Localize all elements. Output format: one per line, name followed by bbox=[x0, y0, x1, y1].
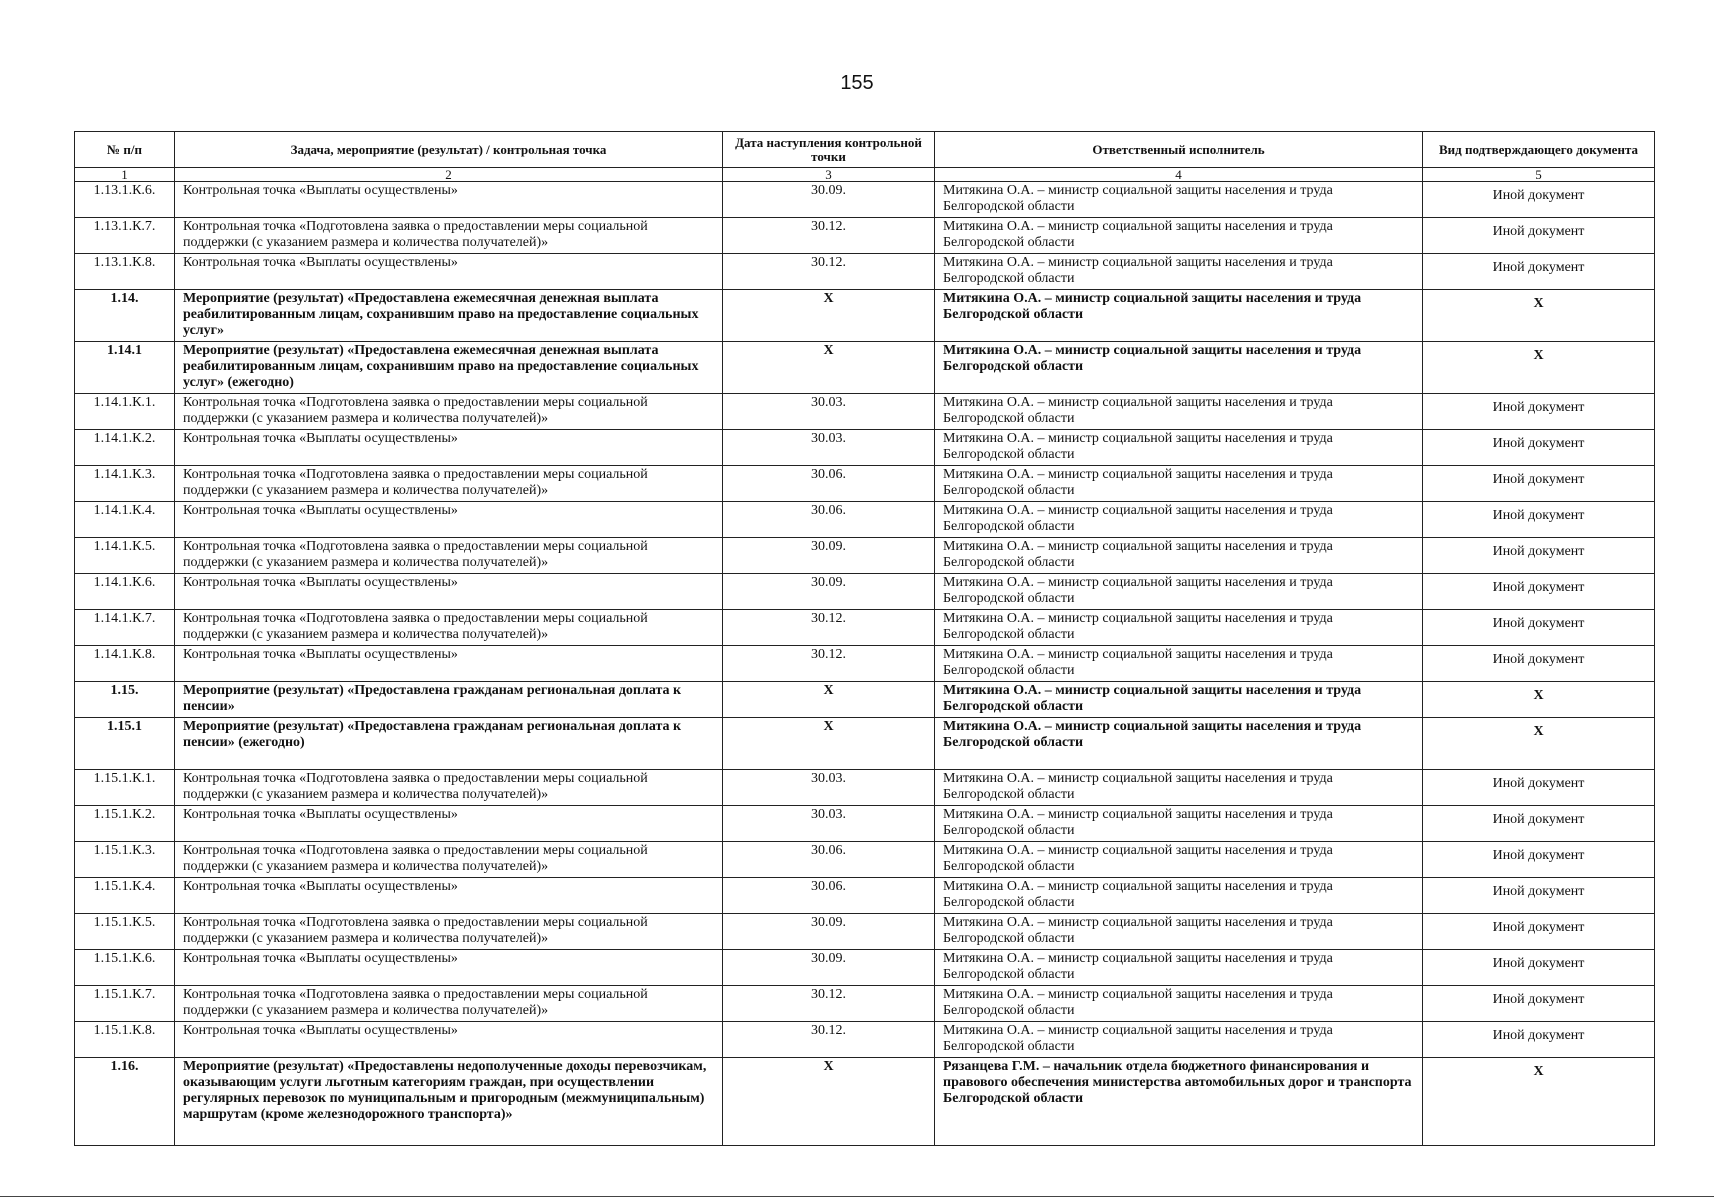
row-task: Контрольная точка «Выплаты осуществлены» bbox=[175, 646, 723, 682]
row-task: Мероприятие (результат) «Предоставлена ежемесячная денежная выплата реабилитированным лицам, сохранившим право на предоставление социальных услуг» (ежегодно) bbox=[175, 342, 723, 394]
row-task: Мероприятие (результат) «Предоставлена ежемесячная денежная выплата реабилитированным лицам, сохранившим право на предоставление социальных услуг» bbox=[175, 290, 723, 342]
row-document-type: Иной документ bbox=[1423, 770, 1655, 806]
column-number: 2 bbox=[175, 168, 723, 182]
row-task: Контрольная точка «Подготовлена заявка о предоставлении меры социальной поддержки (с указанием размера и количества получателей)» bbox=[175, 770, 723, 806]
table-header-row bbox=[75, 132, 1655, 168]
row-executor: Митякина О.А. – министр социальной защиты населения и труда Белгородской области bbox=[935, 950, 1423, 986]
row-number: 1.14.1.К.3. bbox=[75, 466, 175, 502]
row-document-type: X bbox=[1423, 342, 1655, 394]
row-document-type: Иной документ bbox=[1423, 538, 1655, 574]
row-task: Контрольная точка «Подготовлена заявка о предоставлении меры социальной поддержки (с указанием размера и количества получателей)» bbox=[175, 538, 723, 574]
table-row bbox=[75, 610, 1655, 646]
row-executor: Митякина О.А. – министр социальной защиты населения и труда Белгородской области bbox=[935, 394, 1423, 430]
row-document-type: X bbox=[1423, 290, 1655, 342]
row-document-type: Иной документ bbox=[1423, 986, 1655, 1022]
row-date: 30.09. bbox=[723, 950, 935, 986]
row-document-type: Иной документ bbox=[1423, 914, 1655, 950]
row-date: 30.09. bbox=[723, 574, 935, 610]
row-task: Контрольная точка «Выплаты осуществлены» bbox=[175, 1022, 723, 1058]
table-row bbox=[75, 986, 1655, 1022]
table-row bbox=[75, 770, 1655, 806]
row-executor: Митякина О.А. – министр социальной защиты населения и труда Белгородской области bbox=[935, 466, 1423, 502]
row-executor: Митякина О.А. – министр социальной защиты населения и труда Белгородской области bbox=[935, 182, 1423, 218]
row-task: Контрольная точка «Подготовлена заявка о предоставлении меры социальной поддержки (с указанием размера и количества получателей)» bbox=[175, 610, 723, 646]
row-document-type: Иной документ bbox=[1423, 182, 1655, 218]
row-date: X bbox=[723, 1058, 935, 1146]
row-executor: Митякина О.А. – министр социальной защиты населения и труда Белгородской области bbox=[935, 770, 1423, 806]
header-executor: Ответственный исполнитель bbox=[935, 132, 1423, 168]
row-document-type: Иной документ bbox=[1423, 878, 1655, 914]
row-task: Контрольная точка «Выплаты осуществлены» bbox=[175, 430, 723, 466]
row-document-type: Иной документ bbox=[1423, 430, 1655, 466]
row-number: 1.15.1.К.6. bbox=[75, 950, 175, 986]
column-number-row bbox=[75, 168, 1655, 182]
row-task: Контрольная точка «Выплаты осуществлены» bbox=[175, 254, 723, 290]
row-task: Контрольная точка «Выплаты осуществлены» bbox=[175, 950, 723, 986]
table-row bbox=[75, 878, 1655, 914]
row-executor: Митякина О.А. – министр социальной защиты населения и труда Белгородской области bbox=[935, 842, 1423, 878]
row-number: 1.14.1.К.6. bbox=[75, 574, 175, 610]
row-document-type: X bbox=[1423, 682, 1655, 718]
row-number: 1.15.1.К.2. bbox=[75, 806, 175, 842]
row-document-type: Иной документ bbox=[1423, 218, 1655, 254]
row-document-type: Иной документ bbox=[1423, 466, 1655, 502]
row-number: 1.15.1.К.5. bbox=[75, 914, 175, 950]
row-executor: Митякина О.А. – министр социальной защиты населения и труда Белгородской области bbox=[935, 430, 1423, 466]
table-row bbox=[75, 466, 1655, 502]
row-number: 1.15.1.К.7. bbox=[75, 986, 175, 1022]
row-date: 30.12. bbox=[723, 610, 935, 646]
row-date: 30.03. bbox=[723, 770, 935, 806]
row-date: 30.03. bbox=[723, 806, 935, 842]
row-task: Контрольная точка «Выплаты осуществлены» bbox=[175, 182, 723, 218]
row-number: 1.14.1.К.8. bbox=[75, 646, 175, 682]
table-row bbox=[75, 290, 1655, 342]
table-row bbox=[75, 342, 1655, 394]
row-executor: Митякина О.А. – министр социальной защиты населения и труда Белгородской области bbox=[935, 682, 1423, 718]
row-number: 1.14.1.К.2. bbox=[75, 430, 175, 466]
row-document-type: Иной документ bbox=[1423, 394, 1655, 430]
row-task: Контрольная точка «Подготовлена заявка о предоставлении меры социальной поддержки (с указанием размера и количества получателей)» bbox=[175, 466, 723, 502]
header-doc: Вид подтверждающего документа bbox=[1423, 132, 1655, 168]
table-row bbox=[75, 394, 1655, 430]
row-number: 1.13.1.К.8. bbox=[75, 254, 175, 290]
row-executor: Митякина О.А. – министр социальной защиты населения и труда Белгородской области bbox=[935, 254, 1423, 290]
row-date: 30.06. bbox=[723, 842, 935, 878]
row-number: 1.14.1.К.1. bbox=[75, 394, 175, 430]
control-points-table bbox=[74, 131, 1655, 1146]
row-task: Контрольная точка «Подготовлена заявка о предоставлении меры социальной поддержки (с указанием размера и количества получателей)» bbox=[175, 986, 723, 1022]
row-task: Контрольная точка «Подготовлена заявка о предоставлении меры социальной поддержки (с указанием размера и количества получателей)» bbox=[175, 218, 723, 254]
row-number: 1.15.1.К.8. bbox=[75, 1022, 175, 1058]
row-number: 1.15.1.К.4. bbox=[75, 878, 175, 914]
row-executor: Митякина О.А. – министр социальной защиты населения и труда Белгородской области bbox=[935, 610, 1423, 646]
row-task: Контрольная точка «Выплаты осуществлены» bbox=[175, 878, 723, 914]
table-row bbox=[75, 950, 1655, 986]
row-number: 1.13.1.К.7. bbox=[75, 218, 175, 254]
row-executor: Митякина О.А. – министр социальной защиты населения и труда Белгородской области bbox=[935, 538, 1423, 574]
row-number: 1.14.1.К.7. bbox=[75, 610, 175, 646]
row-executor: Рязанцева Г.М. – начальник отдела бюджетного финансирования и правового обеспечения министерства автомобильных дорог и транспорта Белгородской области bbox=[935, 1058, 1423, 1146]
row-task: Контрольная точка «Выплаты осуществлены» bbox=[175, 502, 723, 538]
row-executor: Митякина О.А. – министр социальной защиты населения и труда Белгородской области bbox=[935, 574, 1423, 610]
row-document-type: Иной документ bbox=[1423, 610, 1655, 646]
table-row bbox=[75, 842, 1655, 878]
row-number: 1.14. bbox=[75, 290, 175, 342]
row-date: 30.12. bbox=[723, 254, 935, 290]
table-row bbox=[75, 1058, 1655, 1146]
row-date: 30.12. bbox=[723, 986, 935, 1022]
row-executor: Митякина О.А. – министр социальной защиты населения и труда Белгородской области bbox=[935, 878, 1423, 914]
row-date: 30.09. bbox=[723, 182, 935, 218]
row-document-type: X bbox=[1423, 718, 1655, 770]
row-date: 30.03. bbox=[723, 394, 935, 430]
row-date: 30.06. bbox=[723, 466, 935, 502]
row-executor: Митякина О.А. – министр социальной защиты населения и труда Белгородской области bbox=[935, 342, 1423, 394]
row-executor: Митякина О.А. – министр социальной защиты населения и труда Белгородской области bbox=[935, 502, 1423, 538]
row-task: Контрольная точка «Подготовлена заявка о предоставлении меры социальной поддержки (с указанием размера и количества получателей)» bbox=[175, 914, 723, 950]
row-document-type: X bbox=[1423, 1058, 1655, 1146]
row-number: 1.15.1.К.3. bbox=[75, 842, 175, 878]
row-task: Контрольная точка «Выплаты осуществлены» bbox=[175, 806, 723, 842]
row-task: Контрольная точка «Подготовлена заявка о предоставлении меры социальной поддержки (с указанием размера и количества получателей)» bbox=[175, 394, 723, 430]
row-date: X bbox=[723, 342, 935, 394]
header-date: Дата наступления контрольной точки bbox=[723, 132, 935, 168]
row-number: 1.16. bbox=[75, 1058, 175, 1146]
row-document-type: Иной документ bbox=[1423, 806, 1655, 842]
row-document-type: Иной документ bbox=[1423, 842, 1655, 878]
row-task: Мероприятие (результат) «Предоставлены недополученные доходы перевозчикам, оказывающим услуги льготным категориям граждан, при осуществлении регулярных перевозок по муниципальным и пригородным (межмуниципальным) маршрутам (кроме железнодорожного транспорта)» bbox=[175, 1058, 723, 1146]
table-row bbox=[75, 806, 1655, 842]
row-document-type: Иной документ bbox=[1423, 574, 1655, 610]
row-date: 30.06. bbox=[723, 878, 935, 914]
row-executor: Митякина О.А. – министр социальной защиты населения и труда Белгородской области bbox=[935, 1022, 1423, 1058]
row-executor: Митякина О.А. – министр социальной защиты населения и труда Белгородской области bbox=[935, 646, 1423, 682]
table-row bbox=[75, 430, 1655, 466]
table-row bbox=[75, 646, 1655, 682]
row-document-type: Иной документ bbox=[1423, 950, 1655, 986]
row-date: 30.03. bbox=[723, 430, 935, 466]
page-number: 155 bbox=[840, 72, 874, 94]
table-row bbox=[75, 914, 1655, 950]
table-row bbox=[75, 1022, 1655, 1058]
row-date: 30.12. bbox=[723, 218, 935, 254]
row-number: 1.14.1.К.4. bbox=[75, 502, 175, 538]
table-row bbox=[75, 574, 1655, 610]
row-document-type: Иной документ bbox=[1423, 502, 1655, 538]
row-task: Контрольная точка «Выплаты осуществлены» bbox=[175, 574, 723, 610]
row-date: 30.12. bbox=[723, 1022, 935, 1058]
table-row bbox=[75, 682, 1655, 718]
row-date: X bbox=[723, 682, 935, 718]
row-executor: Митякина О.А. – министр социальной защиты населения и труда Белгородской области bbox=[935, 914, 1423, 950]
row-number: 1.14.1.К.5. bbox=[75, 538, 175, 574]
row-date: X bbox=[723, 718, 935, 770]
column-number: 1 bbox=[75, 168, 175, 182]
row-number: 1.15.1 bbox=[75, 718, 175, 770]
row-task: Мероприятие (результат) «Предоставлена гражданам региональная доплата к пенсии» (ежегодно) bbox=[175, 718, 723, 770]
column-number: 3 bbox=[723, 168, 935, 182]
row-document-type: Иной документ bbox=[1423, 1022, 1655, 1058]
page-bottom-divider bbox=[0, 1196, 1714, 1197]
row-date: 30.06. bbox=[723, 502, 935, 538]
row-executor: Митякина О.А. – министр социальной защиты населения и труда Белгородской области bbox=[935, 806, 1423, 842]
row-executor: Митякина О.А. – министр социальной защиты населения и труда Белгородской области bbox=[935, 290, 1423, 342]
header-no: № п/п bbox=[75, 132, 175, 168]
row-number: 1.15. bbox=[75, 682, 175, 718]
row-document-type: Иной документ bbox=[1423, 254, 1655, 290]
row-task: Мероприятие (результат) «Предоставлена гражданам региональная доплата к пенсии» bbox=[175, 682, 723, 718]
table-row bbox=[75, 502, 1655, 538]
table-row bbox=[75, 538, 1655, 574]
row-date: 30.09. bbox=[723, 538, 935, 574]
row-document-type: Иной документ bbox=[1423, 646, 1655, 682]
row-executor: Митякина О.А. – министр социальной защиты населения и труда Белгородской области bbox=[935, 218, 1423, 254]
row-task: Контрольная точка «Подготовлена заявка о предоставлении меры социальной поддержки (с указанием размера и количества получателей)» bbox=[175, 842, 723, 878]
row-number: 1.13.1.К.6. bbox=[75, 182, 175, 218]
table-body bbox=[75, 182, 1655, 1146]
column-number: 4 bbox=[935, 168, 1423, 182]
table-row bbox=[75, 182, 1655, 218]
table-row bbox=[75, 254, 1655, 290]
row-executor: Митякина О.А. – министр социальной защиты населения и труда Белгородской области bbox=[935, 718, 1423, 770]
row-date: X bbox=[723, 290, 935, 342]
table-row bbox=[75, 718, 1655, 770]
row-date: 30.09. bbox=[723, 914, 935, 950]
header-task: Задача, мероприятие (результат) / контрольная точка bbox=[175, 132, 723, 168]
row-number: 1.14.1 bbox=[75, 342, 175, 394]
row-executor: Митякина О.А. – министр социальной защиты населения и труда Белгородской области bbox=[935, 986, 1423, 1022]
row-number: 1.15.1.К.1. bbox=[75, 770, 175, 806]
row-date: 30.12. bbox=[723, 646, 935, 682]
table-row bbox=[75, 218, 1655, 254]
column-number: 5 bbox=[1423, 168, 1655, 182]
